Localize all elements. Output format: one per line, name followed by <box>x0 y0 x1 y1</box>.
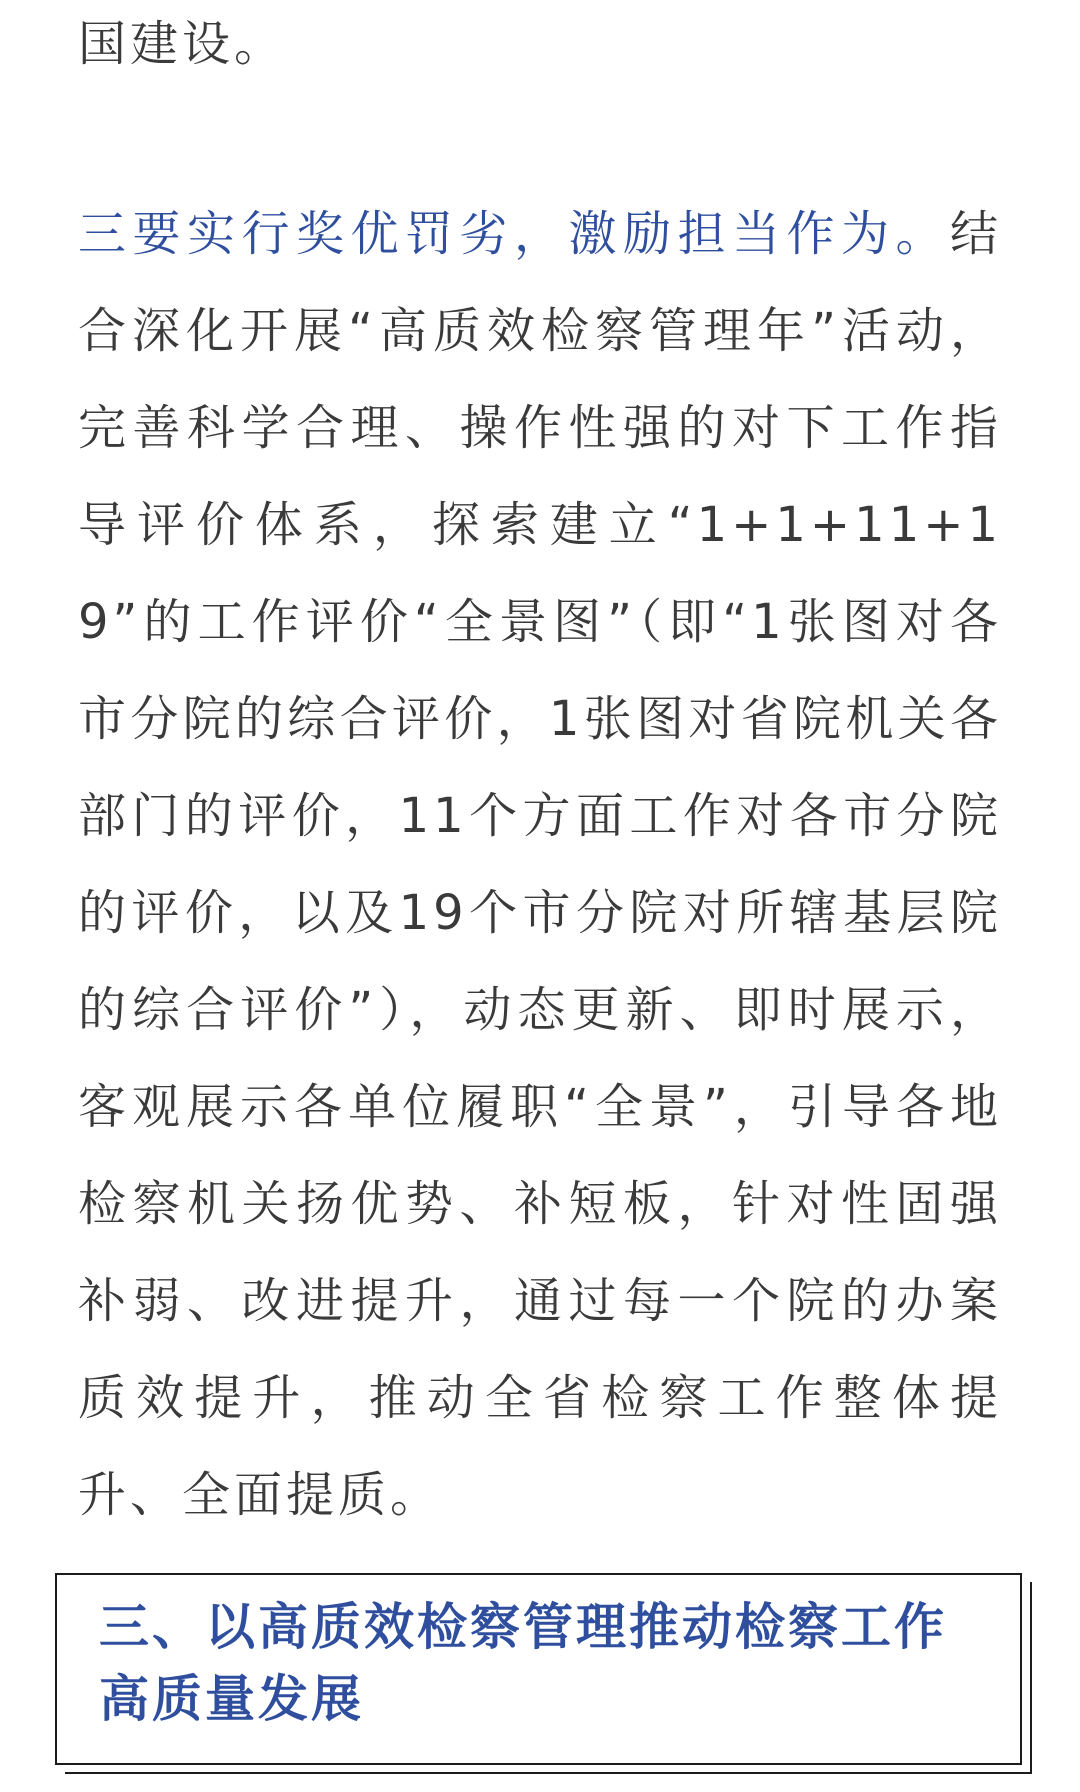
previous-paragraph-tail: 国建设。 <box>78 16 287 72</box>
paragraph-lead-sentence: 三要实行奖优罚劣，激励担当作为。 <box>78 206 950 262</box>
article-paragraph <box>78 186 1002 1544</box>
paragraph-body-text: 结合深化开展“高质效检察管理年”活动，完善科学合理、操作性强的对下工作指导评价体系，探索建立“1+1+11+19”的工作评价“全景图”（即“1张图对各市分院的综合评价，1张图对省院机关各部门的评价，11个方面工作对各市分院的评价，以及19个市分院对所辖基层院的综合评价”），动态更新、即时展示，客观展示各单位履职“全景”，引导各地检察机关扬优势、补短板，针对性固强补弱、改进提升，通过每一个院的办案质效提升，推动全省检察工作整体提升、全面提质。 <box>78 206 1002 1523</box>
section-heading: 三、以高质效检察管理推动检察工作高质量发展 <box>99 1598 947 1728</box>
section-heading-box <box>55 1573 1022 1765</box>
